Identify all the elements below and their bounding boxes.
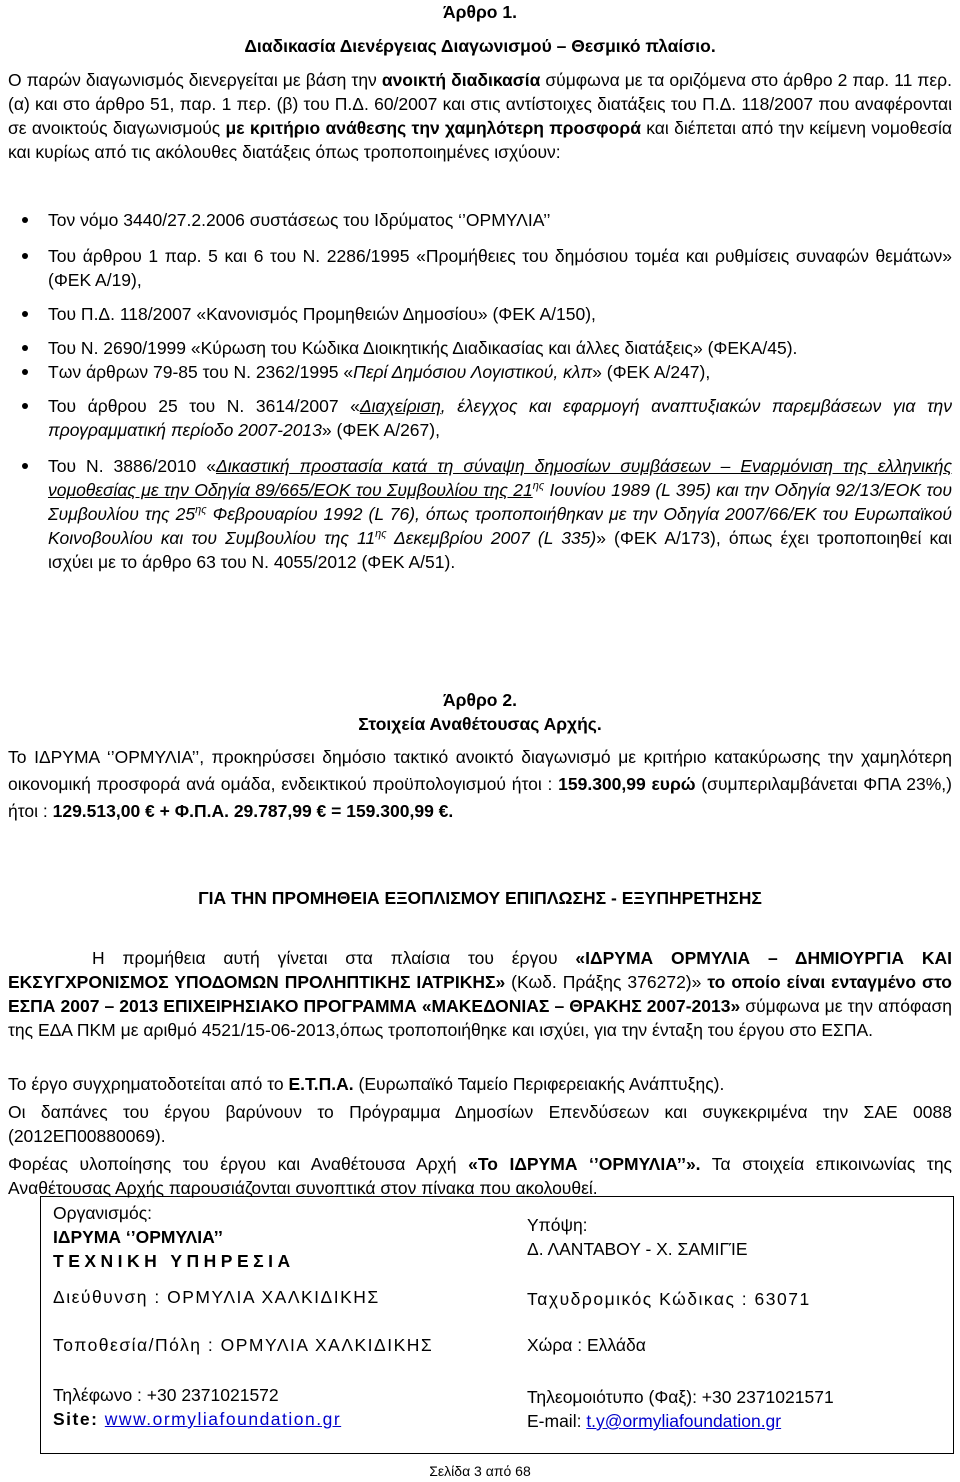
article-2-budget-paragraph: Το ΙΔΡΥΜΑ ‘’ΟΡΜΥΛΙΑ’’, προκηρύσσει δημόσιο τακτικό ανοικτό διαγωνισμό με κριτήριο κατακύρωσης την χαμηλότερη οικονομική προσφορά ανά ομάδα, ενδεικτικού προϋπολογισμού ήτοι : 159.300,99 ευρώ (συμπεριλαμβάνεται ΦΠΑ 23%,) ήτοι : 129.513,00 € + Φ.Π.Α. 29.787,99 € = 159.300,99 €. xyxy=(8,747,952,821)
org-department: ΤΕΧΝΙΚΗ ΥΠΗΡΕΣΙΑ xyxy=(53,1251,295,1271)
postcode: Ταχυδρομικός Κώδικας : 63071 xyxy=(527,1289,811,1309)
list-item: Του Ν. 2690/1999 «Κύρωση του Κώδικα Διοικητικής Διαδικασίας και άλλες διατάξεις» (ΦΕΚΑ/45). xyxy=(8,336,952,360)
website-row xyxy=(53,1407,341,1431)
funding-paragraph: Το έργο συγχρηματοδοτείται από το Ε.Τ.Π.Α. (Ευρωπαϊκό Ταμείο Περιφερειακής Ανάπτυξης). xyxy=(8,1074,725,1094)
location: Τοποθεσία/Πόλη : ΟΡΜΥΛΙΑ ΧΑΛΚΙΔΙΚΗΣ xyxy=(53,1335,434,1355)
list-item: Των άρθρων 79-85 του Ν. 2362/1995 «Περί Δημόσιου Λογιστικού, κλπ» (ΦΕΚ Α/247), xyxy=(8,360,952,384)
page-number: Σελίδα 3 από 68 xyxy=(429,1463,531,1479)
attention-value: Δ. ΛΑΝΤΑΒΟΥ - Χ. ΣΑΜΙΓΊΕ xyxy=(527,1239,748,1259)
legal-basis-list xyxy=(8,208,952,574)
list-item: Του Ν. 3886/2010 «Δικαστική προστασία κατά τη σύναψη δημοσίων συμβάσεων – Εναρμόνιση της ελληνικής νομοθεσίας με την Οδηγία 89/665/ΕΟΚ του Συμβουλίου της $21^{\eta\varsigma}$ Ιουνίου 1989 (L 395) και την Οδηγία 92/13/ΕΟΚ του Συμβουλίου της $25^{\eta\varsigma}$ Φεβρουαρίου 1992 (L 76), όπως τροποποιήθηκαν με την Οδηγία 2007/66/ΕΚ του Ευρωπαϊκού Κοινοβουλίου και του Συμβουλίου της $11^{\eta\varsigma}$ Δεκεμβρίου 2007 (L 335)» (ΦΕΚ Α/173), όπως έχει τροποποιηθεί και ισχύει με το άρθρο 63 του Ν. 4055/2012 (ΦΕΚ Α/51). xyxy=(8,454,952,574)
budget-line-paragraph: Οι δαπάνες του έργου βαρύνουν το Πρόγραμμα Δημοσίων Επενδύσεων και συγκεκριμένα την ΣΑΕ 0088 (2012ΕΠ00880069). xyxy=(8,1102,952,1146)
contracting-authority-paragraph: Φορέας υλοποίησης του έργου και Αναθέτουσα Αρχή «Το ΙΔΡΥΜΑ ‘’ΟΡΜΥΛΙΑ’’». Τα στοιχεία επικοινωνίας της Αναθέτουσας Αρχής παρουσιάζονται συνοπτικά στον πίνακα που ακολουθεί. xyxy=(8,1154,952,1198)
section-title: ΓΙΑ ΤΗΝ ΠΡΟΜΗΘΕΙΑ ΕΞΟΠΛΙΣΜΟΥ ΕΠΙΠΛΩΣΗΣ - ΕΞΥΠΗΡΕΤΗΣΗΣ xyxy=(198,888,762,908)
email-link[interactable]: t.y@ormyliafoundation.gr xyxy=(586,1411,782,1431)
fax: Τηλεομοιότυπο (Φαξ): +30 2371021571 xyxy=(527,1387,834,1407)
address: Διεύθυνση : ΟΡΜΥΛΙΑ ΧΑΛΚΙΔΙΚΗΣ xyxy=(53,1287,380,1307)
phone: Τηλέφωνο : +30 2371021572 xyxy=(53,1385,279,1405)
article-2-subheading: Στοιχεία Αναθέτουσας Αρχής. xyxy=(358,714,602,734)
email-label: E-mail: xyxy=(527,1411,587,1431)
website-label: Site: xyxy=(53,1409,105,1429)
list-item: Του άρθρου 25 του Ν. 3614/2007 «Διαχείριση, έλεγχος και εφαρμογή αναπτυξιακών παρεμβάσεων για την προγραμματική περίοδο 2007-2013» (ΦΕΚ Α/267), xyxy=(8,394,952,442)
article-1-intro: Ο παρών διαγωνισμός διενεργείται με βάση την ανοικτή διαδικασία σύμφωνα με τα οριζόμενα στο άρθρο 2 παρ. 11 περ. (α) και στο άρθρο 51, παρ. 1 περ. (β) του Π.Δ. 60/2007 και στις αντίστοιχες διατάξεις του Π.Δ. 118/2007 που αναφέρονται σε ανοικτούς διαγωνισμούς με κριτήριο ανάθεσης την χαμηλότερη προσφορά και διέπεται από την κείμενη νομοθεσία και κυρίως από τις ακόλουθες διατάξεις όπως τροποποιημένες ισχύουν: xyxy=(8,70,952,162)
list-item: Του Π.Δ. 118/2007 «Κανονισμός Προμηθειών Δημοσίου» (ΦΕΚ Α/150), xyxy=(8,302,952,326)
article-1-subheading: Διαδικασία Διενέργειας Διαγωνισμού – Θεσμικό πλαίσιο. xyxy=(244,36,716,56)
list-item: Τον νόμο 3440/27.2.2006 συστάσεως του Ιδρύματος ‘’ΟΡΜΥΛΙΑ’’ xyxy=(8,208,952,232)
article-1-heading: Άρθρο 1. xyxy=(443,2,517,22)
attention-label: Υπόψη: xyxy=(527,1215,588,1235)
org-name: ΙΔΡΥΜΑ ‘’ΟΡΜΥΛΙΑ’’ xyxy=(53,1227,223,1247)
website-link[interactable]: www.ormyliafoundation.gr xyxy=(104,1409,342,1429)
country: Χώρα : Ελλάδα xyxy=(527,1335,646,1355)
contact-info-table xyxy=(40,1196,954,1454)
org-label: Οργανισμός: xyxy=(53,1203,152,1223)
project-paragraph: Η προμήθεια αυτή γίνεται στα πλαίσια του έργου «ΙΔΡΥΜΑ ΟΡΜΥΛΙΑ – ΔΗΜΙΟΥΡΓΙΑ ΚΑΙ ΕΚΣΥΓΧΡΟΝΙΣΜΟΣ ΥΠΟΔΟΜΩΝ ΠΡΟΛΗΠΤΙΚΗΣ ΙΑΤΡΙΚΗΣ» (Κωδ. Πράξης 376272)» το οποίο είναι ενταγμένο στο ΕΣΠΑ 2007 – 2013 ΕΠΙΧΕΙΡΗΣΙΑΚΟ ΠΡΟΓΡΑΜΜΑ «ΜΑΚΕΔΟΝΙΑΣ – ΘΡΑΚΗΣ 2007-2013» σύμφωνα με την απόφαση της ΕΔΑ ΠΚΜ με αριθμό 4521/15-06-2013,όπως τροποποιήθηκε και ισχύει, για την ένταξη του έργου στο ΕΣΠΑ. xyxy=(8,948,953,1040)
email-row xyxy=(527,1409,781,1433)
list-item: Του άρθρου 1 παρ. 5 και 6 του Ν. 2286/1995 «Προμήθειες του δημόσιου τομέα και ρυθμίσεις συναφών θεμάτων» (ΦΕΚ Α/19), xyxy=(8,244,952,292)
article-2-heading: Άρθρο 2. xyxy=(443,690,517,710)
